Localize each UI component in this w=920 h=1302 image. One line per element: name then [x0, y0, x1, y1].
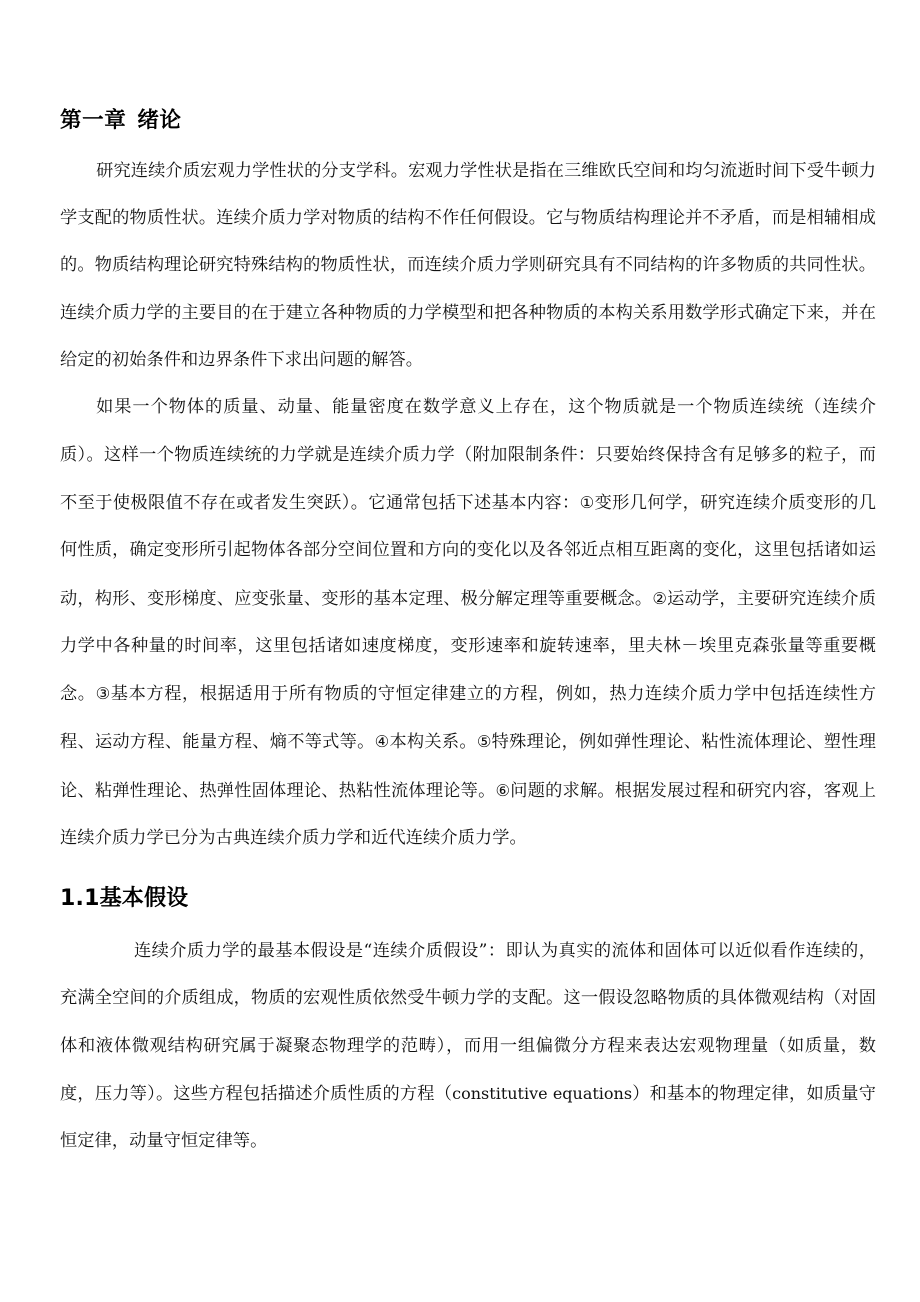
paragraph-basic-assumption	[60, 914, 876, 1165]
list-text-3: 基本方程，根据适用于所有物质的守恒定律建立的方程，例如，热力连续介质力学中包括连续性方程、运动方程、能量方程、熵不等式等。	[60, 684, 876, 753]
list-marker-1: ①	[579, 492, 595, 512]
list-marker-6: ⑥	[495, 780, 511, 800]
list-marker-5: ⑤	[476, 732, 492, 752]
list-text-4: 本构关系。	[389, 732, 477, 753]
chapter-number: 第一章	[60, 108, 127, 133]
section-title: 基本假设	[99, 886, 189, 912]
section-heading-1-1	[60, 862, 876, 914]
chapter-title: 绪论	[137, 108, 182, 133]
list-marker-4: ④	[374, 732, 390, 752]
paragraph-intro: 研究连续介质宏观力学性状的分支学科。宏观力学性状是指在三维欧氏空间和均匀流逝时间下受牛顿力学支配的物质性状。连续介质力学对物质的结构不作任何假设。它与物质结构理论并不矛盾，而是相辅相成的。物质结构理论研究特殊结构的物质性状，而连续介质力学则研究具有不同结构的许多物质的共同性状。连续介质力学的主要目的在于建立各种物质的力学模型和把各种物质的本构关系用数学形式确定下来，并在给定的初始条件和边界条件下求出问题的解答。	[60, 160, 876, 371]
list-marker-2: ②	[652, 588, 668, 608]
chapter-heading	[60, 0, 876, 135]
assumption-text-part2: ）和基本的物理定律，如质量守恒定律，动量守恒定律等。	[60, 1083, 877, 1152]
paragraph-continuum-definition	[60, 384, 876, 862]
list-text-6: 问题的求解。根据发展过程和研究内容，客观上连续介质力学已分为古典连续介质力学和近代连续介质力学。	[60, 780, 876, 849]
list-text-1: 变形几何学，研究连续介质变形的几何性质，确定变形所引起物体各部分空间位置和方向的变化以及各邻近点相互距离的变化，这里包括诸如运动，构形、变形梯度、应变张量、变形的基本定理、极分解定理等重要概念。	[60, 492, 876, 609]
list-text-2: 运动学，主要研究连续介质力学中各种量的时间率，这里包括诸如速度梯度，变形速率和旋转速率，里夫林－埃里克森张量等重要概念。	[60, 588, 876, 705]
latin-term-constitutive-equations: constitutive equations	[452, 1083, 633, 1103]
page-content	[60, 0, 876, 1165]
list-text-5: 特殊理论，例如弹性理论、粘性流体理论、塑性理论、粘弹性理论、热弹性固体理论、热粘性流体理论等。	[60, 732, 876, 801]
section-number: 1.1	[60, 886, 100, 912]
para2-lead: 如果一个物体的质量、动量、能量密度在数学意义上存在，这个物质就是一个物质连续统（连续介质）。这样一个物质连续统的力学就是连续介质力学（附加限制条件：只要始终保持含有足够多的粒子，而不至于使极限值不存在或者发生突跃）。它通常包括下述基本内容：	[60, 397, 876, 513]
list-marker-3: ③	[95, 684, 111, 704]
assumption-text-part1: 连续介质力学的最基本假设是“连续介质假设”：即认为真实的流体和固体可以近似看作连续的，充满全空间的介质组成，物质的宏观性质依然受牛顿力学的支配。这一假设忽略物质的具体微观结构（对固体和液体微观结构研究属于凝聚态物理学的范畴），而用一组偏微分方程来表达宏观物理量（如质量，数度，压力等）。这些方程包括描述介质性质的方程（	[60, 940, 876, 1104]
